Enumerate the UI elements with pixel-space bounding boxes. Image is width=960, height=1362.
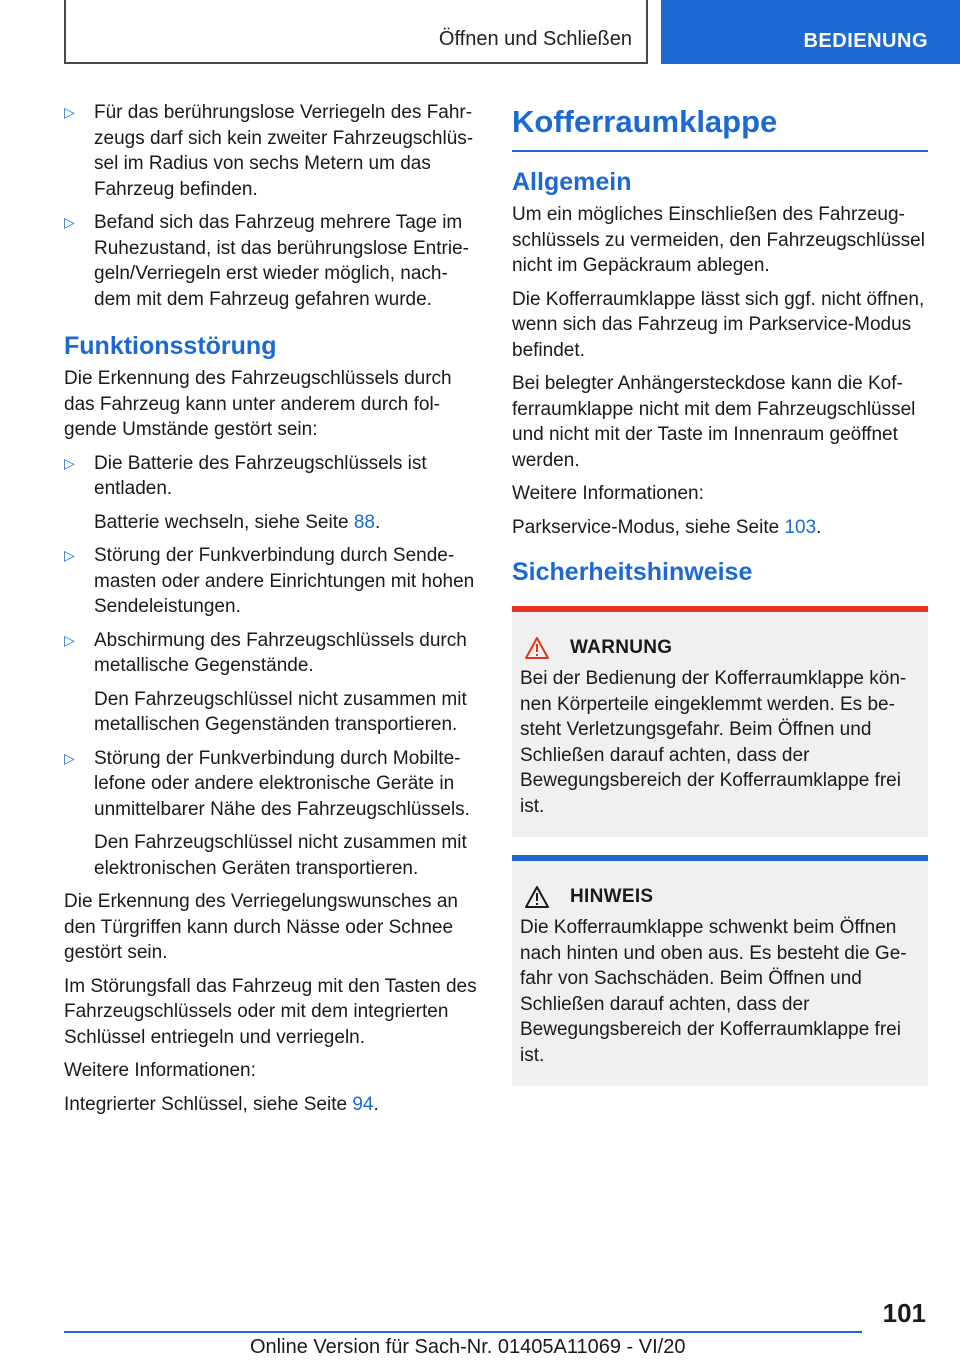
bullet-subtext: Den Fahrzeugschlüssel nicht zusammen mit metallischen Gegenständen transportieren. xyxy=(94,688,467,735)
warning-box xyxy=(512,606,928,837)
section-heading-safety: Sicherheitshinweise xyxy=(512,558,753,586)
bullet-triangle-icon: ▷ xyxy=(64,454,75,471)
section-label: BEDIENUNG xyxy=(803,30,928,52)
list-item xyxy=(64,451,478,536)
bullet-triangle-icon: ▷ xyxy=(64,547,75,563)
bullet-triangle-icon: ▷ xyxy=(64,749,75,766)
punctuation: . xyxy=(373,1093,379,1115)
hint-label: HINWEIS xyxy=(570,886,654,907)
paragraph: Die Kofferraumklappe lässt sich ggf. nicht öffnen, wenn sich das Fahrzeug im Parkservice-Modus befindet. xyxy=(512,288,925,361)
hint-text: Die Kofferraumklappe schwenkt beim Öffnen nach hinten und oben aus. Es besteht die Gefahr von Sachschäden. Beim Öffnen und Schließen darauf achten, dass der Bewegungsbereich der Kofferraumklappe frei ist. xyxy=(520,917,907,1066)
punctuation: . xyxy=(816,516,822,538)
list-item xyxy=(64,210,478,312)
paragraph: Die Erkennung des Verriegelungswunsches an den Türgriffen kann durch Nässe oder Schnee gestört sein. xyxy=(64,891,458,963)
hint-box xyxy=(512,855,928,1086)
more-info-label: Weitere Informationen: xyxy=(64,1060,256,1081)
bullet-text: Für das berührungslose Verriegeln des Fahrzeugs darf sich kein zweiter Fahrzeugschlüssel im Radius von sechs Metern um das Fahrzeug befinden. xyxy=(94,102,474,200)
left-column xyxy=(64,100,478,1125)
paragraph: Die Erkennung des Fahrzeugschlüssels durch das Fahrzeug kann unter anderem durch folgende Umstände gestört sein: xyxy=(64,368,452,440)
bullet-triangle-icon: ▷ xyxy=(64,214,75,230)
bullet-subtext xyxy=(94,510,478,536)
paragraph: Um ein mögliches Einschließen des Fahrzeugschlüssels zu vermeiden, den Fahrzeugschlüssel nicht im Gepäckraum ablegen. xyxy=(512,204,925,276)
bullet-text: Die Batterie des Fahrzeugschlüssels ist entladen. xyxy=(94,452,427,499)
warning-label: WARNUNG xyxy=(570,637,673,658)
right-column xyxy=(512,100,928,1086)
more-info-label: Weitere Informationen: xyxy=(512,483,704,504)
footer-online-version: Online Version für Sach-Nr. 01405A11069 - VI/20 xyxy=(250,1336,686,1358)
bullet-text: Abschirmung des Fahrzeugschlüssels durch metallische Gegenstände. xyxy=(94,629,467,676)
section-heading-malfunction: Funktionsstörung xyxy=(64,332,277,360)
bullet-subtext-label: Batterie wechseln, siehe Seite xyxy=(94,511,354,533)
chapter-title: Kofferraumklappe xyxy=(512,100,928,152)
header-title-box xyxy=(64,0,648,64)
punctuation: . xyxy=(374,511,381,533)
cross-reference xyxy=(512,515,928,541)
list-item xyxy=(64,628,478,738)
bullet-triangle-icon: ▷ xyxy=(64,631,75,648)
list-item xyxy=(64,746,478,882)
paragraph: Im Störungsfall das Fahrzeug mit den Tasten des Fahrzeugschlüssels oder mit dem integrierten Schlüssel entriegeln und verriegeln. xyxy=(64,975,477,1048)
list-item xyxy=(64,100,478,202)
bullet-triangle-icon: ▷ xyxy=(64,104,75,120)
bullet-subtext: Den Fahrzeugschlüssel nicht zusammen mit elektronischen Geräten transportieren. xyxy=(94,832,467,879)
cross-reference-label: Integrierter Schlüssel, siehe Seite xyxy=(64,1093,353,1115)
page-link-94[interactable]: 94 xyxy=(352,1093,374,1115)
warning-triangle-icon xyxy=(524,636,550,660)
page-link-88[interactable]: 88 xyxy=(353,511,375,533)
cross-reference xyxy=(64,1092,478,1118)
page-link-103[interactable]: 103 xyxy=(784,516,817,538)
section-tab xyxy=(661,0,960,64)
page-chapter-title: Öffnen und Schließen xyxy=(438,28,632,50)
footer-divider xyxy=(64,1331,862,1333)
bullet-text: Befand sich das Fahrzeug mehrere Tage im Ruhezustand, ist das berührungslose Entriegeln/Verriegeln erst wieder möglich, nachdem mit dem Fahrzeug gefahren wurde. xyxy=(94,212,469,310)
bullet-text: Störung der Funkverbindung durch Sendemasten oder andere Einrichtungen mit hohen Sendeleistungen. xyxy=(94,545,475,617)
paragraph: Bei belegter Anhängersteckdose kann die Kofferraumklappe nicht mit dem Fahrzeugschlüssel und nicht mit der Taste im Innenraum geöffnet werden. xyxy=(512,373,916,471)
hint-triangle-icon xyxy=(524,885,550,909)
list-item xyxy=(64,543,478,620)
page-number: 101 xyxy=(882,1298,926,1328)
cross-reference-label: Parkservice-Modus, siehe Seite xyxy=(512,516,785,538)
section-heading-general: Allgemein xyxy=(512,168,632,196)
warning-text: Bei der Bedienung der Kofferraumklappe können Körperteile eingeklemmt werden. Es besteht Verletzungsgefahr. Beim Öffnen und Schließen darauf achten, dass der Bewegungsbereich der Kofferraumklappe frei ist. xyxy=(520,668,907,817)
bullet-text: Störung der Funkverbindung durch Mobiltelefone oder andere elektronische Geräte in unmittelbarer Nähe des Fahrzeugschlüssels. xyxy=(94,747,470,820)
